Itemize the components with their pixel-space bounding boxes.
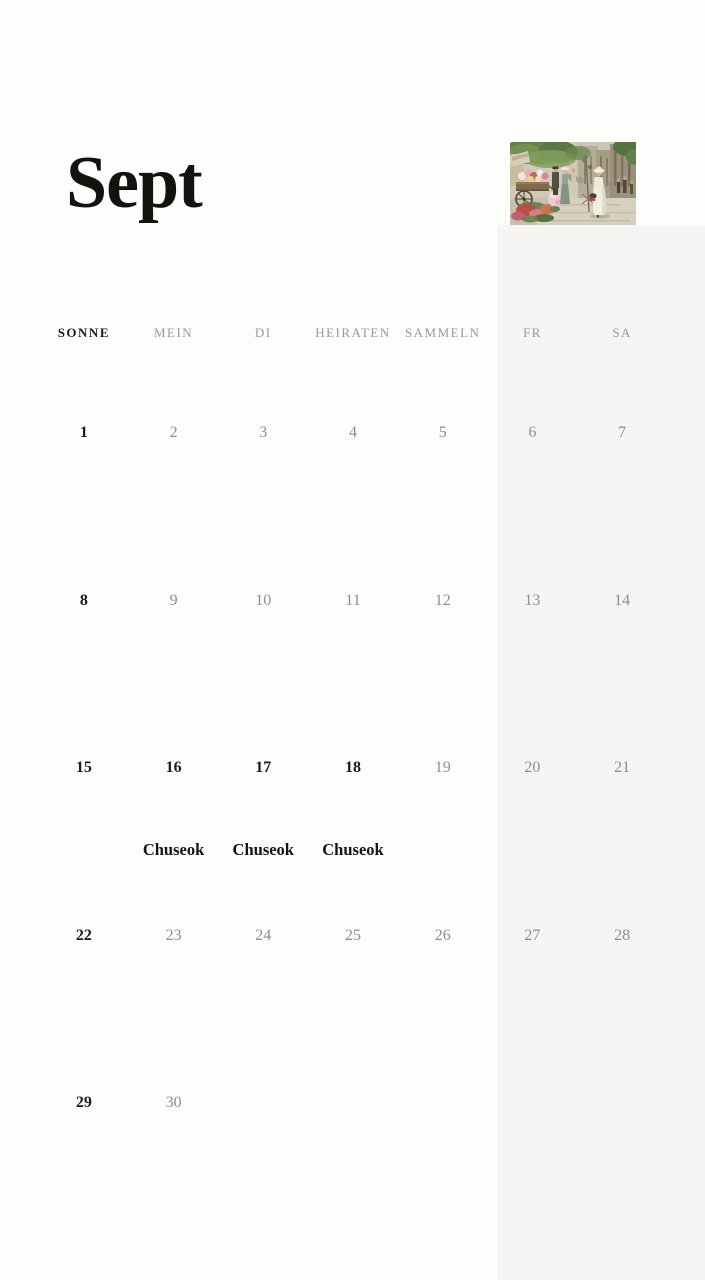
date-cell: [129, 568, 219, 736]
empty-cell: [308, 1070, 398, 1238]
date-cell: [129, 903, 219, 1071]
week-row: [39, 735, 667, 903]
date-cell: [129, 1070, 219, 1238]
date-number: 19: [434, 759, 451, 776]
date-number: 26: [434, 926, 451, 944]
date-cell: [39, 1070, 129, 1238]
date-cell: [39, 735, 129, 903]
date-number: 15: [75, 759, 92, 776]
date-cell: [488, 735, 578, 903]
date-cell: [129, 400, 219, 568]
date-cell: [39, 568, 129, 736]
date-cell: [308, 568, 398, 736]
flower-market-painting-art: [510, 142, 636, 225]
date-cell: [577, 568, 667, 736]
date-number: 25: [344, 926, 361, 944]
empty-cell: [488, 1070, 578, 1238]
date-number: 23: [165, 926, 182, 944]
date-number: 21: [614, 759, 631, 776]
date-cell: [488, 903, 578, 1071]
calendar-grid: [39, 400, 667, 1238]
date-number: 22: [75, 926, 92, 944]
date-number: 6: [528, 424, 537, 441]
date-cell: [398, 735, 488, 903]
event-label: Chuseok: [232, 840, 294, 859]
day-header-fri: FR: [522, 325, 542, 340]
day-header-sat: SA: [612, 325, 632, 340]
date-number: 5: [438, 424, 447, 441]
week-row: [39, 1070, 667, 1238]
date-cell: [218, 903, 308, 1071]
date-number: 29: [75, 1094, 92, 1111]
date-cell: [218, 568, 308, 736]
date-number: 18: [344, 759, 361, 776]
date-cell: [577, 400, 667, 568]
day-header-row: [39, 320, 667, 346]
flower-market-painting: [510, 142, 636, 225]
day-header-mon: MEIN: [153, 325, 194, 340]
date-cell: [308, 735, 398, 903]
date-cell: [308, 400, 398, 568]
empty-cell: [577, 1070, 667, 1238]
date-number: 10: [255, 591, 272, 609]
date-cell: [488, 568, 578, 736]
date-cell: [577, 735, 667, 903]
date-cell: [308, 903, 398, 1071]
date-number: 24: [255, 926, 272, 944]
day-header-wed: HEIRATEN: [315, 325, 391, 340]
empty-cell: [398, 1070, 488, 1238]
date-number: 28: [614, 926, 631, 944]
date-number: 20: [524, 759, 541, 776]
date-number: 1: [79, 424, 88, 441]
day-header-thu: SAMMELN: [404, 325, 481, 340]
date-cell: [129, 735, 219, 903]
date-cell: [398, 400, 488, 568]
week-row: [39, 400, 667, 568]
date-number: 17: [255, 759, 272, 776]
date-number: 16: [165, 759, 182, 776]
date-cell: [398, 568, 488, 736]
event-label: Chuseok: [322, 840, 384, 859]
date-number: 4: [348, 424, 357, 441]
date-cell: [39, 400, 129, 568]
date-number: 8: [79, 591, 88, 609]
event-label: Chuseok: [142, 840, 205, 859]
date-number: 30: [165, 1094, 182, 1111]
page-title: Sept: [66, 142, 202, 224]
calendar: [39, 320, 667, 1238]
date-cell: [488, 400, 578, 568]
date-number: 27: [524, 926, 541, 944]
day-header-tue: DI: [254, 325, 272, 340]
date-cell: [218, 400, 308, 568]
date-cell: [218, 735, 308, 903]
date-number: 7: [618, 424, 627, 441]
date-cell: [398, 903, 488, 1071]
date-number: 13: [524, 591, 541, 609]
date-number: 12: [434, 591, 451, 609]
week-row: [39, 903, 667, 1071]
week-row: [39, 568, 667, 736]
day-header-sun: SONNE: [57, 325, 110, 340]
date-cell: [39, 903, 129, 1071]
date-number: 14: [614, 591, 631, 609]
date-number: 11: [345, 591, 361, 609]
date-number: 3: [259, 424, 268, 441]
date-number: 2: [169, 424, 178, 441]
empty-cell: [218, 1070, 308, 1238]
date-number: 9: [169, 591, 178, 609]
date-cell: [577, 903, 667, 1071]
